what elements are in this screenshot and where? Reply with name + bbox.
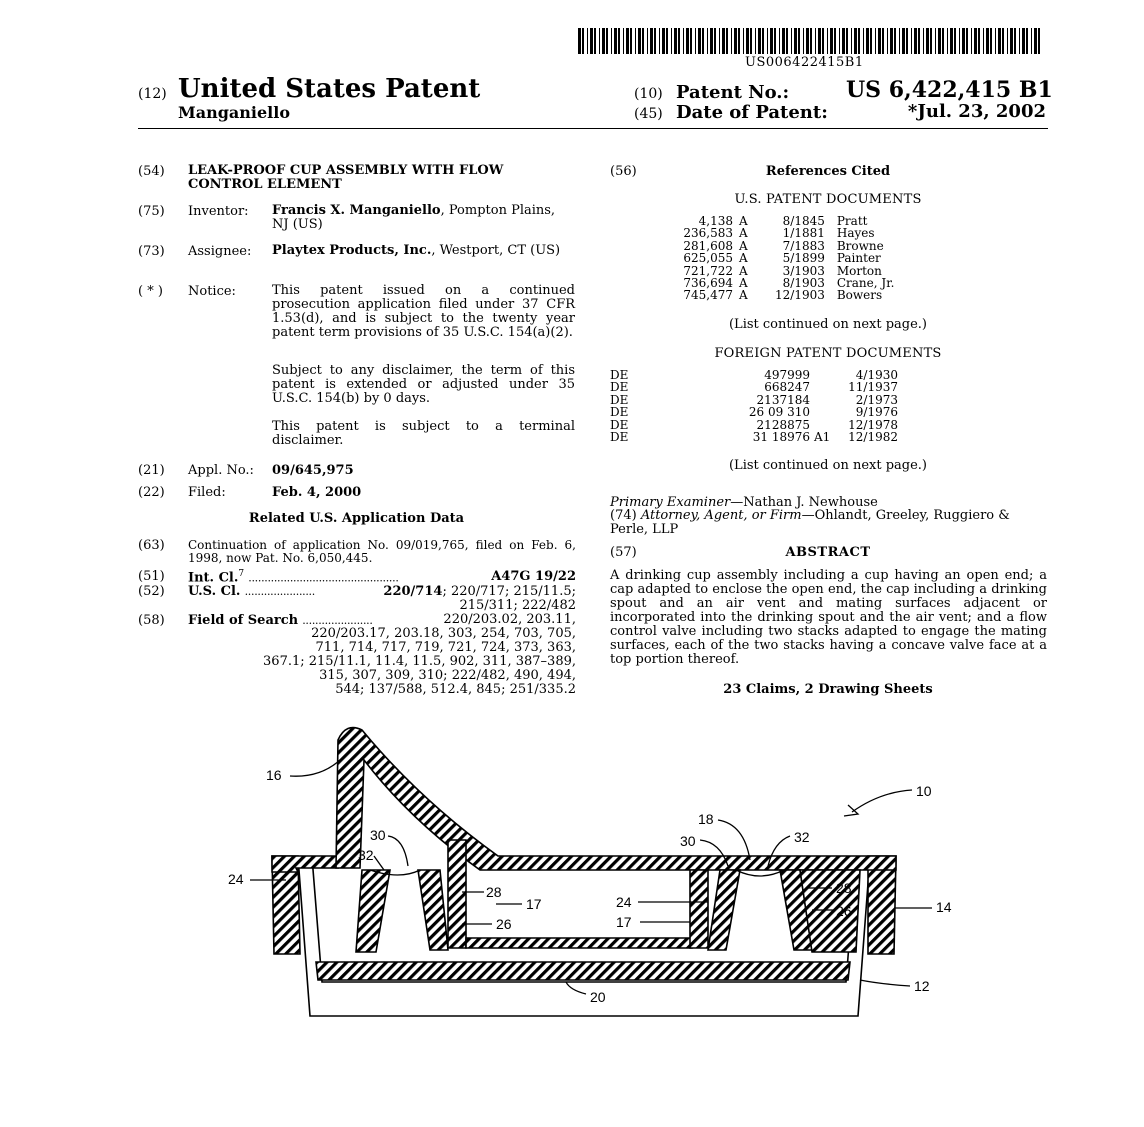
figure-label: 30 [370,827,386,843]
barcode-bar [750,28,752,54]
continuation-code: (63) [138,538,165,553]
field-line: 544; 137/588, 512.4, 845; 251/335.2 [335,682,576,697]
barcode-bar [654,28,656,54]
barcode-bar [755,28,756,54]
field-line: 711, 714, 717, 719, 721, 724, 373, 363, [315,640,576,655]
ref-date: 5/1899 [782,251,825,266]
barcode-bar [606,28,608,54]
filed-date: Feb. 4, 2000 [272,485,362,500]
right-internal-wall [690,870,708,948]
date-label: Date of Patent: [676,102,828,123]
ref-date: 12/1982 [848,430,898,445]
barcode-bar [834,28,836,54]
barcode-bar [954,28,956,54]
barcode-bar [887,28,888,54]
ref-no: 236,583 [683,226,733,241]
notice-code: ( * ) [138,284,163,299]
ref-kind: A [739,251,748,266]
barcode-bar [647,28,648,54]
barcode-bar [930,28,932,54]
us-docs-heading: U.S. PATENT DOCUMENTS [734,192,922,207]
barcode-bar [839,28,840,54]
ref-name: Bowers [836,288,883,303]
table-row [655,289,894,301]
inventor-location: , Pompton Plains, NJ (US) [272,203,556,232]
ref-date: 4/1930 [855,368,898,382]
intcl-code: (51) [138,569,165,584]
examiner-label: Primary Examiner [610,495,731,510]
barcode-bar [734,28,737,54]
barcode-bar [618,28,620,54]
barcode-bar [978,28,980,54]
barcode-bar [806,28,809,54]
barcode-bar [782,28,785,54]
barcode-bar [698,28,701,54]
barcode-bar [614,28,617,54]
field-label: Field of Search [188,613,299,628]
barcode-bar [942,28,944,54]
figure-label: 18 [698,811,714,827]
barcode-bar [791,28,792,54]
ref-name: Morton [836,263,882,278]
ref-name: Pratt [836,214,868,228]
inventor-name: Francis X. Manganiello [272,203,441,218]
barcode-bar [690,28,692,54]
figure-label: 28 [836,880,852,896]
barcode-bar [995,28,996,54]
foreign-docs-table [610,369,898,443]
cap-top-left [272,856,338,872]
ref-kind [810,406,840,418]
ref-date: 1/1881 [782,226,825,241]
notice-label: Notice: [188,284,236,299]
patent-title: LEAK-PROOF CUP ASSEMBLY WITH FLOW CONTROL ELEMENT [188,163,504,192]
patent-type-code: (12) [138,86,167,102]
figure-label: 30 [680,833,696,849]
refs-heading: References Cited [765,164,891,179]
us-docs-table [655,215,894,302]
barcode-bar [695,28,696,54]
appl-code: (21) [138,463,165,478]
claims-line: 23 Claims, 2 Drawing Sheets [723,682,933,697]
field-line: 367.1; 215/11.1, 11.4, 11.5, 902, 311, 387–389, [263,654,576,669]
cap-plate [466,938,692,948]
barcode-bar [803,28,804,54]
barcode-bar [935,28,936,54]
barcode-bar [674,28,677,54]
notice-text-3: This patent is subject to a terminal disclaimer. [272,419,575,448]
ref-date: 7/1883 [782,238,825,253]
barcode-bar [1002,28,1004,54]
ref-kind: A [739,288,748,303]
assignee-code: (73) [138,244,165,259]
figure-label: 10 [916,783,932,799]
cup-floor [316,962,850,980]
barcode-bar [611,28,612,54]
ref-date: 11/1937 [848,380,898,395]
appl-no: 09/645,975 [272,463,354,478]
barcode-bar [863,28,864,54]
ref-kind: A [739,276,748,291]
figure-label: 14 [936,899,952,915]
figure-label: 32 [358,847,374,863]
barcode-bar [726,28,728,54]
barcode-bar [1007,28,1008,54]
barcode-bar [1026,28,1028,54]
barcode-bar [926,28,929,54]
figure-label: 16 [266,767,282,783]
figure-label: 32 [794,829,810,845]
ref-kind [810,394,840,406]
barcode-bar [875,28,876,54]
barcode-bar [758,28,761,54]
abstract-heading: ABSTRACT [785,545,871,560]
ref-no: 31 18976 [752,430,810,445]
ref-country: DE [610,405,629,420]
notice-text-1: This patent issued on a continued prosecution application filed under 37 CFR 1.53(d), and is subject to the twenty year patent term provisions of 35 U.S.C. 154(a)(2). [272,283,575,340]
field-line: 220/203.17, 203.18, 303, 254, 703, 705, [311,626,576,641]
appl-label: Appl. No.: [188,463,254,478]
barcode-bar [743,28,744,54]
inventor-detail [272,204,562,232]
barcode-bar [1019,28,1020,54]
barcode-bar [878,28,881,54]
barcode-bar [983,28,984,54]
barcode-bar [815,28,816,54]
barcode-bar [798,28,800,54]
barcode-bar [810,28,812,54]
barcode-bar [870,28,872,54]
barcode-bar [714,28,716,54]
barcode-bar [854,28,857,54]
patent-type: United States Patent [178,74,481,104]
barcode-bar [899,28,900,54]
filed-label: Filed: [188,485,226,500]
figure-label: 26 [836,903,852,919]
ref-no: 281,608 [683,238,733,253]
assignee-label: Assignee: [188,244,252,259]
barcode-bar [822,28,824,54]
figure-label: 28 [486,884,502,900]
barcode-bar [626,28,629,54]
header-rule [138,128,1048,129]
ref-date: 2/1973 [855,392,898,407]
barcode-bar [602,28,605,54]
barcode-bar [906,28,908,54]
barcode-bar [923,28,924,54]
ref-no: 2137184 [756,392,810,407]
barcode-bar [1031,28,1032,54]
barcode-bar [702,28,704,54]
us-docs-continued: (List continued on next page.) [728,317,928,332]
patent-date: *Jul. 23, 2002 [907,101,1046,122]
barcode-bar [846,28,848,54]
barcode-bar [710,28,713,54]
ref-date: 12/1903 [775,288,825,303]
barcode-bar [722,28,725,54]
barcode-bar [738,28,740,54]
barcode-bar [990,28,992,54]
barcode-bar [635,28,636,54]
ref-date: 8/1903 [782,276,825,291]
barcode-bar [599,28,600,54]
figure-label: 20 [590,989,606,1005]
title-code: (54) [138,164,165,179]
attorney-line [610,509,1050,537]
uscl-row [188,584,315,599]
ref-kind: A [739,226,748,241]
ref-kind [810,369,840,381]
ref-no: 4,138 [698,214,733,228]
ref-no: 668247 [764,380,810,395]
abstract-code: (57) [610,545,637,560]
patent-no-code: (10) [634,86,663,102]
barcode-bar [818,28,821,54]
ref-kind: A1 [814,430,831,445]
figure-label: 26 [496,916,512,932]
barcode-bar [827,28,828,54]
barcode [578,28,1044,54]
ref-country: DE [610,417,629,432]
barcode-bar [1022,28,1025,54]
ref-name: Hayes [836,226,875,241]
ref-no: 497999 [764,368,810,382]
ref-country: DE [610,392,629,407]
field-dots: ...................... [302,614,373,627]
barcode-bar [998,28,1001,54]
barcode-bar [914,28,917,54]
refs-code: (56) [610,164,637,179]
left-stack-inner [418,870,448,950]
ref-date: 3/1903 [782,263,825,278]
left-internal-wall [448,840,466,948]
barcode-bar [594,28,596,54]
field-lines [188,613,576,697]
field-line: 315, 307, 309, 310; 222/482, 490, 494, [319,668,576,683]
ref-name: Painter [836,251,881,266]
attorney-name: —Ohlandt, Greeley, Ruggiero & Perle, LLP [610,508,1010,537]
barcode-bar [971,28,972,54]
barcode-text: US006422415B1 [745,55,864,70]
barcode-bar [794,28,797,54]
barcode-bar [947,28,948,54]
barcode-bar [719,28,720,54]
barcode-bar [1010,28,1013,54]
ref-country: DE [610,430,629,445]
barcode-bar [642,28,644,54]
barcode-bar [659,28,660,54]
barcode-bar [683,28,684,54]
intcl-row [188,569,576,585]
barcode-bar [767,28,768,54]
barcode-bar [1014,28,1016,54]
barcode-bar [902,28,905,54]
ref-date: 8/1845 [782,214,825,228]
barcode-bar [638,28,641,54]
barcode-bar [623,28,624,54]
barcode-bar [974,28,977,54]
barcode-bar [707,28,708,54]
table-row [655,227,894,239]
barcode-bar [911,28,912,54]
barcode-bar [671,28,672,54]
spout [336,728,896,870]
ref-kind: A [739,238,748,253]
barcode-bar [666,28,668,54]
ref-kind: A [739,263,748,278]
figure-label: 17 [526,896,542,912]
barcode-bar [779,28,780,54]
table-row [610,381,898,393]
intcl-label: Int. Cl. [188,570,239,586]
drawing-shapes [272,728,896,1016]
field-line: 220/203.02, 203.11, [443,612,576,627]
ref-name: Crane, Jr. [836,276,895,291]
barcode-bar [590,28,593,54]
barcode-bar [986,28,989,54]
related-heading: Related U.S. Application Data [248,511,465,526]
barcode-bar [966,28,968,54]
table-row [610,431,898,443]
filed-code: (22) [138,485,165,500]
patent-no: US 6,422,415 B1 [846,77,1053,103]
examiner-name: —Nathan J. Newhouse [730,495,878,510]
inventor-code: (75) [138,204,165,219]
intcl-value: A47G 19/22 [491,569,576,584]
barcode-bar [770,28,773,54]
ref-kind: A [739,214,748,228]
figure-label: 24 [228,871,244,887]
inventor-short: Manganiello [178,103,290,122]
foreign-docs-continued: (List continued on next page.) [728,458,928,473]
uscl-line2: 215/311; 222/482 [459,598,576,613]
barcode-bar [866,28,869,54]
ref-no: 2128875 [756,417,810,432]
attorney-code: (74) [610,508,637,523]
ref-no: 26 09 310 [748,405,810,420]
barcode-bar [882,28,884,54]
barcode-bar [731,28,732,54]
barcode-bar [842,28,845,54]
barcode-bar [762,28,764,54]
barcode-bar [650,28,653,54]
ref-name: Browne [836,238,884,253]
barcode-bar [894,28,896,54]
uscl-main: 220/714 [383,584,443,599]
barcode-bar [686,28,689,54]
barcode-bar [938,28,941,54]
barcode-bar [582,28,584,54]
figure-label: 12 [914,978,930,994]
uscl-label: U.S. Cl. [188,584,241,599]
left-stack-outer [356,870,390,952]
uscl-code: (52) [138,584,165,599]
ref-date: 9/1976 [855,405,898,420]
ref-country: DE [610,380,629,395]
intcl-sup: 7 [238,569,245,579]
field-code: (58) [138,613,165,628]
abstract-text: A drinking cup assembly including a cup having an open end; a cap adapted to enclose the open end, the cap including a drinking spout and an air vent and mating surfaces adjacent or incorporated into the drinking spout and the air vent; and a flow control valve including two stacks adapted to engage the mating surfaces, each of the two stacks having a concave valve face at a top portion thereof. [610,568,1047,667]
uscl-rest: ; 220/717; 215/11.5; [442,584,576,599]
cup-assembly-drawing [0,700,1144,1030]
barcode-bar [962,28,965,54]
barcode-bar [1038,28,1040,54]
ref-no: 721,722 [683,263,733,278]
table-row [610,406,898,418]
barcode-bar [959,28,960,54]
assignee-detail [272,244,572,258]
figure-label: 17 [616,914,632,930]
barcode-bar [774,28,776,54]
ref-no: 625,055 [683,251,733,266]
barcode-bar [890,28,893,54]
attorney-label: Attorney, Agent, or Firm [640,508,802,523]
barcode-bar [746,28,749,54]
continuation-text: Continuation of application No. 09/019,765, filed on Feb. 6, 1998, now Pat. No. 6,050,445. [188,538,576,565]
ref-no: 736,694 [683,276,733,291]
uscl-dots: ...................... [244,585,315,598]
barcode-bar [786,28,788,54]
barcode-bar [678,28,680,54]
ref-date: 12/1978 [848,417,898,432]
notice-text-2: Subject to any disclaimer, the term of this patent is extended or adjusted under 35 U.S.C. 154(b) by 0 days. [272,363,575,406]
barcode-bar [662,28,665,54]
assignee-name: Playtex Products, Inc. [272,243,432,258]
table-row [655,252,894,264]
uscl-values [330,584,576,599]
barcode-bar [630,28,632,54]
barcode-bar [1034,28,1037,54]
assignee-location: , Westport, CT (US) [431,243,561,258]
intcl-dots: ............................................... [248,571,399,585]
ref-kind [810,381,840,393]
barcode-bar [950,28,953,54]
inventor-label: Inventor: [188,204,249,219]
right-stack-outer [708,870,740,950]
barcode-graphic [578,28,1044,54]
barcode-bar [578,28,581,54]
barcode-bar [858,28,860,54]
figure-label: 24 [616,894,632,910]
ref-no: 745,477 [683,288,733,303]
barcode-bar [587,28,588,54]
barcode-bar [918,28,920,54]
barcode-bar [830,28,833,54]
barcode-bar [851,28,852,54]
patent-no-label: Patent No.: [676,82,790,103]
ref-country: DE [610,368,629,382]
date-code: (45) [634,106,663,122]
foreign-docs-heading: FOREIGN PATENT DOCUMENTS [714,346,942,361]
